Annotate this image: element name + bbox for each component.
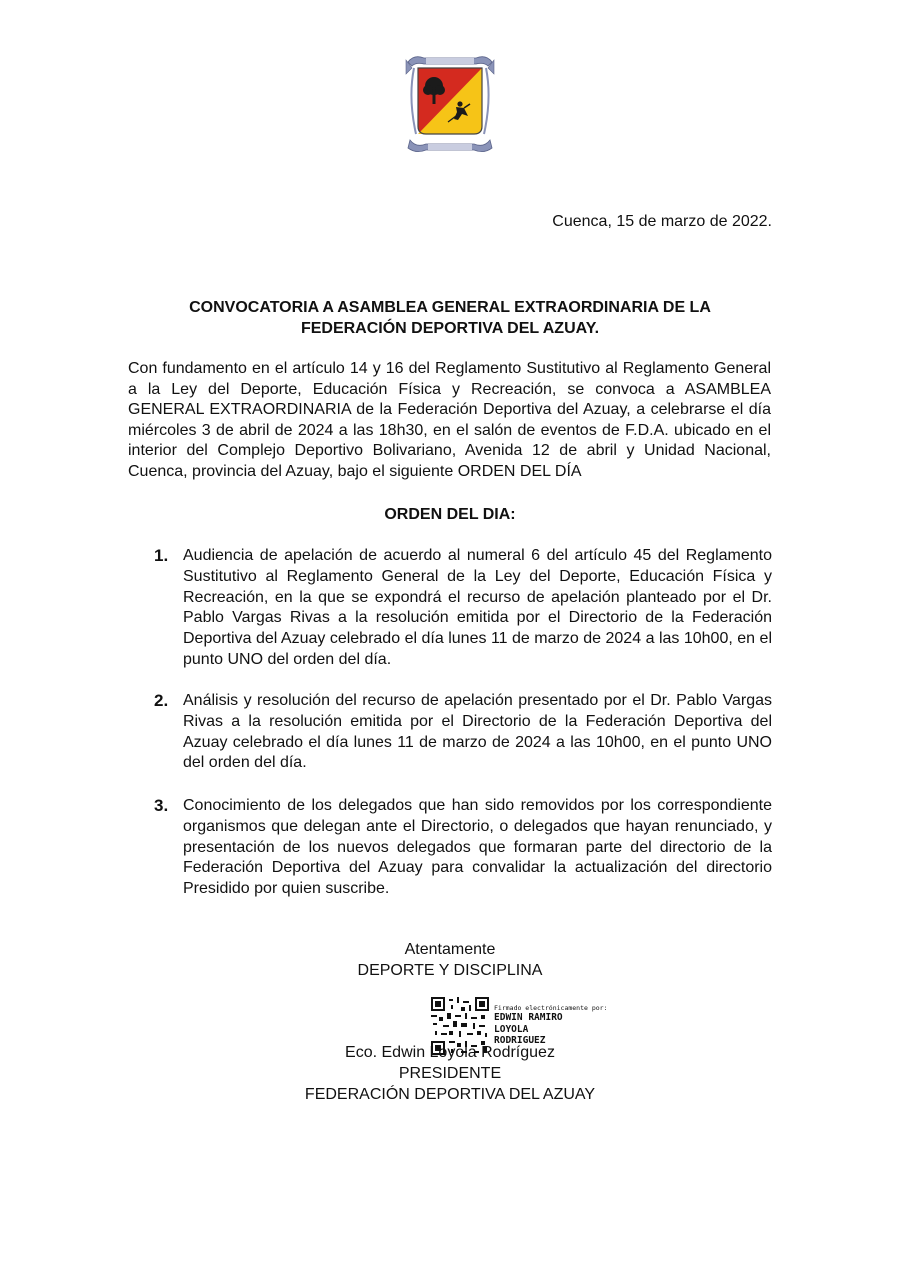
electronic-signature: [494, 1004, 608, 1047]
agenda-item-text: Análisis y resolución del recurso de apelación presentado por el Dr. Pablo Vargas Rivas a la resolución emitida por el Directorio de la Federación Deportiva del Azuay celebrado el día lunes 11 de marzo de 2024 a las 10h00, en el punto UNO del orden del día.: [183, 692, 772, 772]
signer-block: [200, 1043, 700, 1105]
closing: [200, 940, 700, 981]
signer-role: PRESIDENTE: [398, 1064, 502, 1082]
esign-name-line: EDWIN RAMIRO: [494, 1012, 563, 1023]
closing-motto: DEPORTE Y DISCIPLINA: [357, 961, 543, 979]
esign-name-line: RODRIGUEZ: [494, 1035, 546, 1046]
intro-paragraph: Con fundamento en el artículo 14 y 16 del Reglamento Sustitutivo al Reglamento General a la Ley del Deporte, Educación Física y Recreación, se convoca a ASAMBLEA GENERAL EXTRAORDINARIA de la Federación Deportiva del Azuay, a celebrarse el día miércoles 3 de abril de 2024 a las 18h30, en el salón de eventos de F.D.A. ubicado en el interior del Complejo Deportivo Bolivariano, Avenida 12 de abril y Unidad Nacional, Cuenca, provincia del Azuay, bajo el siguiente ORDEN DEL DÍA: [128, 360, 771, 480]
document-title: [128, 297, 772, 339]
agenda-item-number: 3.: [154, 796, 169, 815]
agenda-item-text: Conocimiento de los delegados que han sido removidos por los correspondiente organismos que delegan ante el Directorio, o delegados que hayan renunciado, y presentación de los nuevos delegados que formaran parte del directorio de la Federación Deportiva del Azuay para convalidar la actualización del directorio Presidido por quien suscribe.: [183, 797, 772, 898]
esign-name-line: LOYOLA: [494, 1023, 529, 1035]
agenda-item-number: 2.: [154, 691, 169, 710]
agenda-title: ORDEN DEL DIA:: [384, 506, 516, 523]
closing-salutation: Atentamente: [404, 941, 496, 958]
agenda-item-text: Audiencia de apelación de acuerdo al numeral 6 del artículo 45 del Reglamento Sustitutivo al Reglamento General de la Ley del Deporte, Educación Física y Recreación, en la que se expondrá el recurso de apelación planteado por el Dr. Pablo Vargas Rivas a la resolución emitida por el Directorio de la Federación Deportiva del Azuay celebrado el día lunes 11 de marzo de 2024 a las 10h00, en el punto UNO del orden del día.: [183, 547, 772, 668]
agenda-item-number: 1.: [154, 546, 169, 565]
esign-caption: Firmado electrónicamente por:: [494, 1004, 608, 1012]
signer-name: Eco. Edwin Loyola Rodríguez: [345, 1044, 555, 1061]
signer-organization: FEDERACIÓN DEPORTIVA DEL AZUAY: [304, 1085, 596, 1103]
title-line-2: FEDERACIÓN DEPORTIVA DEL AZUAY.: [300, 320, 600, 337]
document-date: Cuenca, 15 de marzo de 2022.: [552, 213, 772, 230]
title-line-1: CONVOCATORIA A ASAMBLEA GENERAL EXTRAORDINARIA DE LA: [189, 299, 711, 316]
federation-crest-icon: [404, 48, 496, 160]
